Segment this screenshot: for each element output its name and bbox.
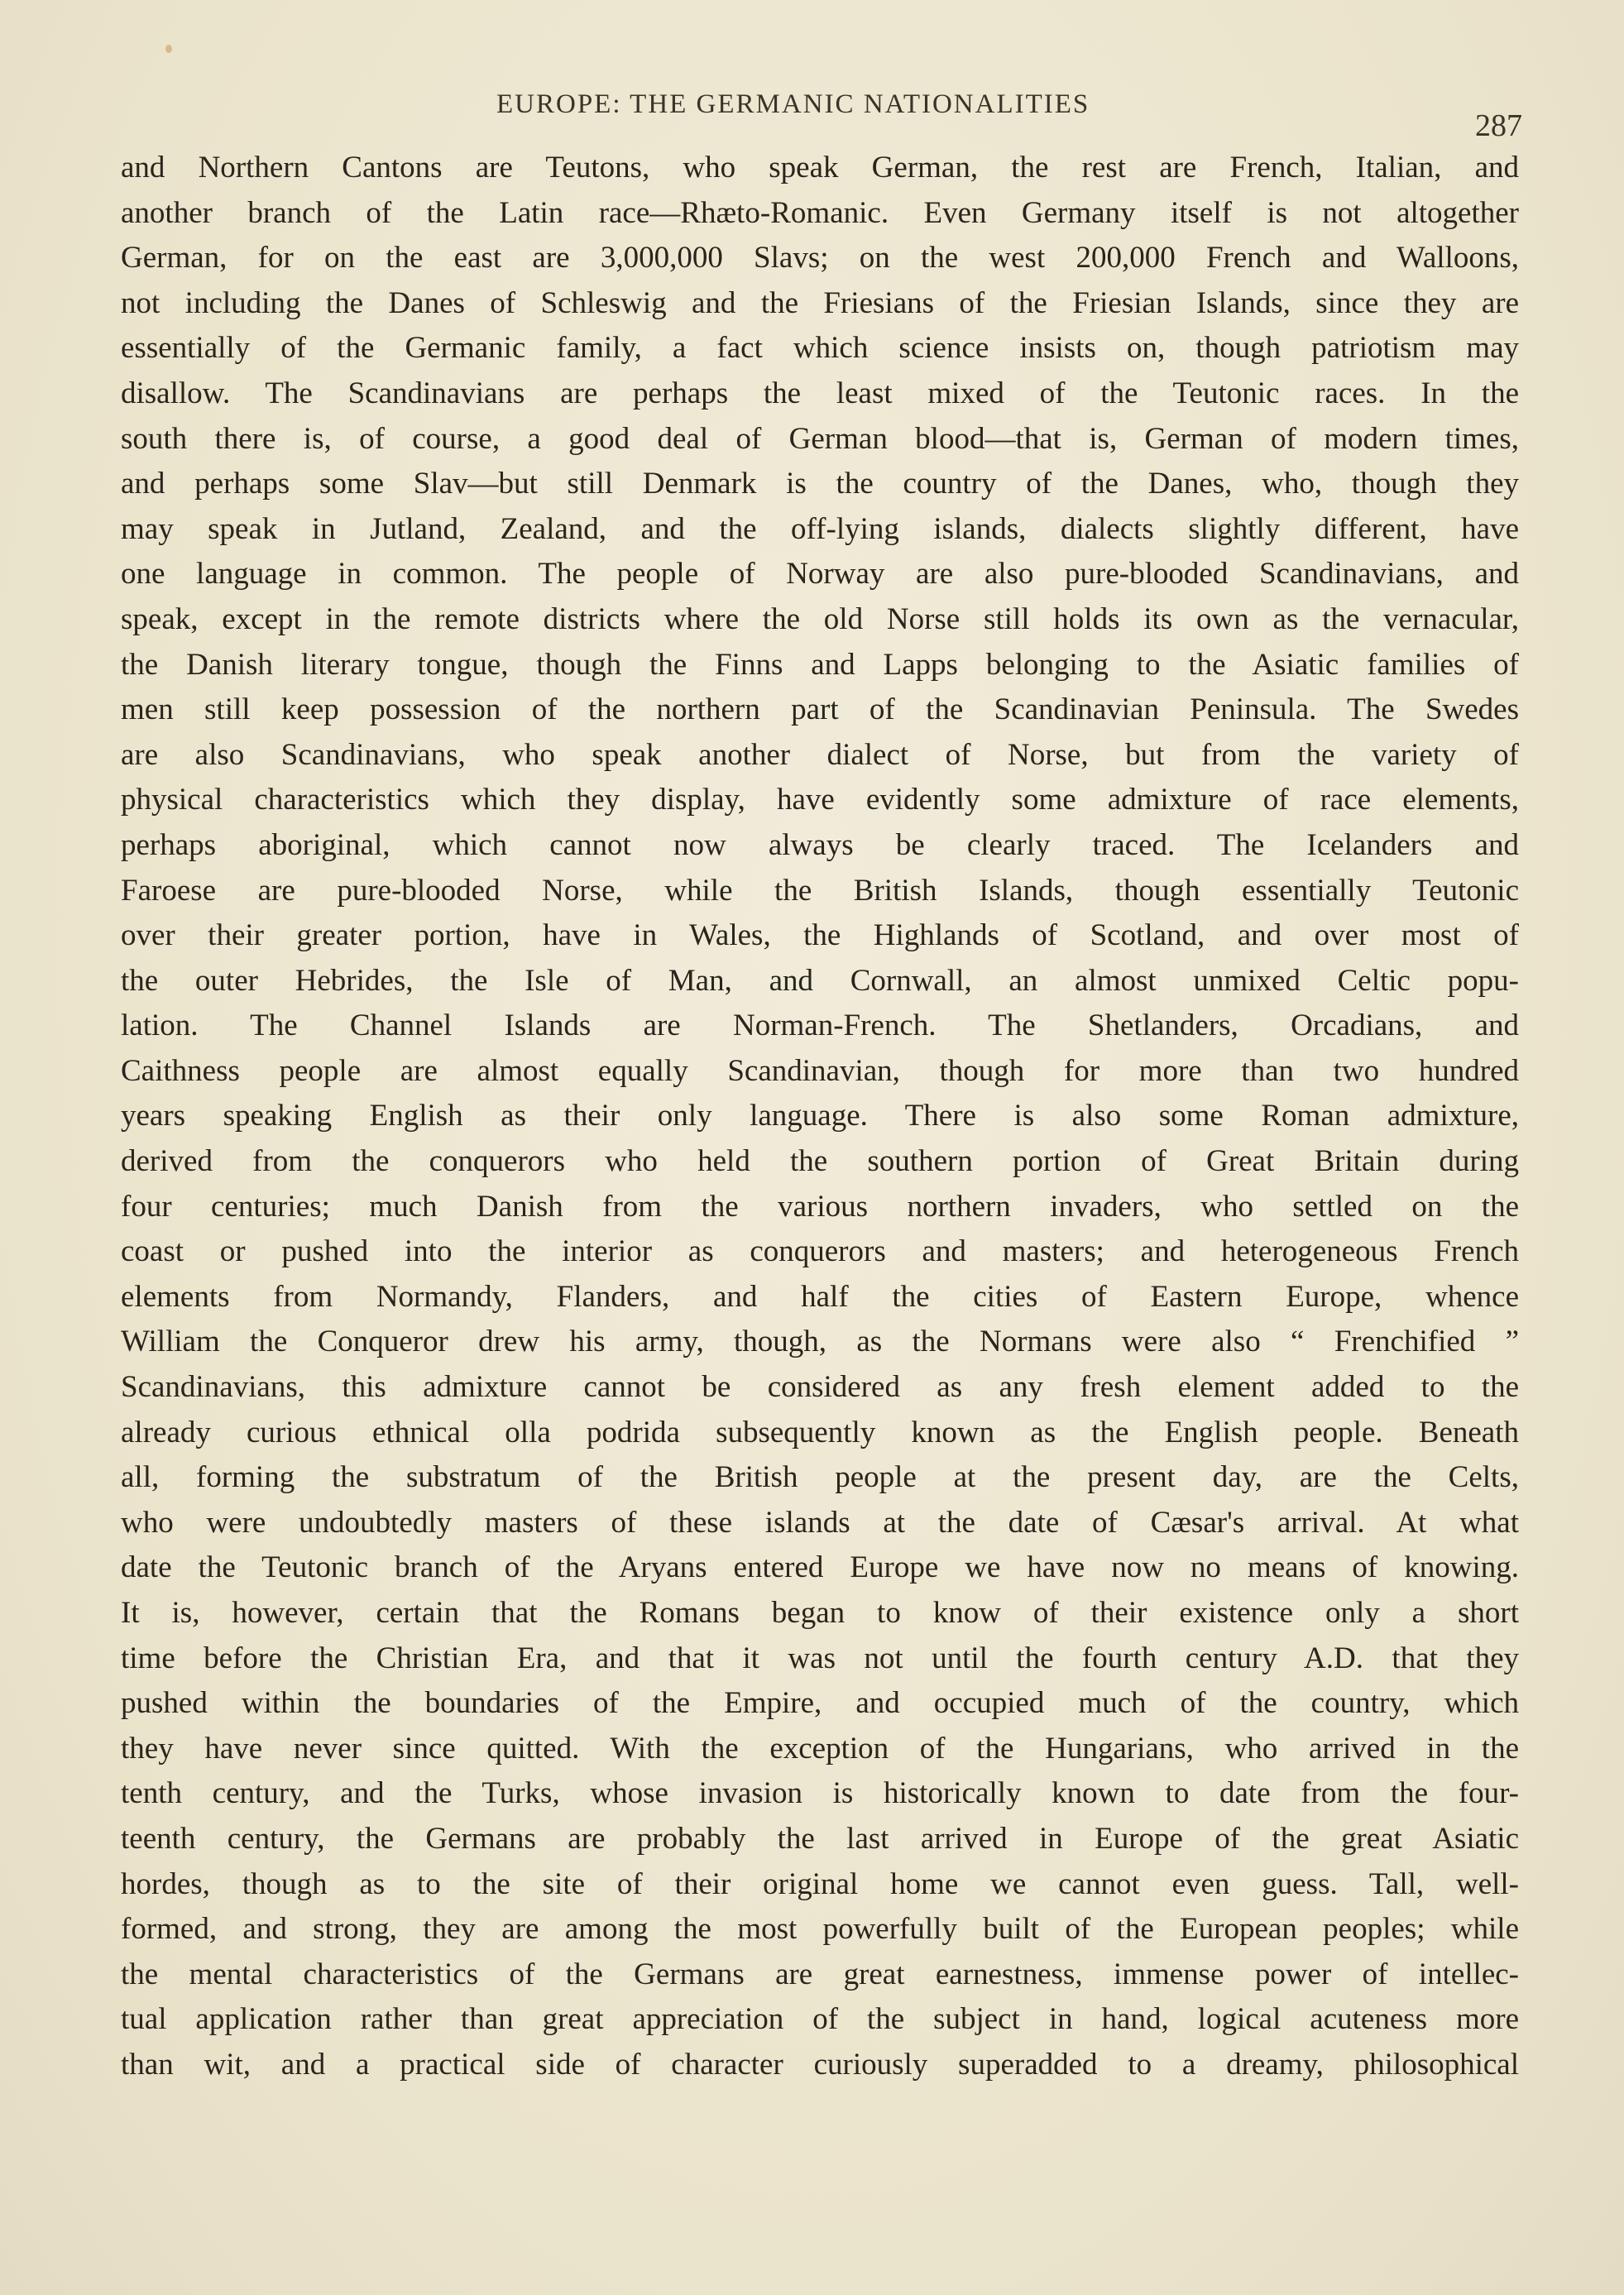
text-line: Scandinavians, this admixture cannot be considered as any fresh element added to the <box>121 1370 1519 1405</box>
text-line: another branch of the Latin race—Rhæto-Romanic. Even Germany itself is not altogether <box>121 195 1519 230</box>
text-line: all, forming the substratum of the British people at the present day, are the Celts, <box>121 1460 1519 1495</box>
text-line: speak, except in the remote districts where the old Norse still holds its own as the vernacular, <box>121 601 1519 636</box>
text-line: teenth century, the Germans are probably the last arrived in Europe of the great Asiatic <box>121 1821 1519 1856</box>
text-line: derived from the conquerors who held the southern portion of Great Britain during <box>121 1144 1519 1179</box>
text-line: elements from Normandy, Flanders, and half the cities of Eastern Europe, whence <box>121 1279 1519 1314</box>
ink-spot <box>165 45 172 53</box>
text-line: perhaps aboriginal, which cannot now always be clearly traced. The Icelanders and <box>121 827 1519 862</box>
text-line: Caithness people are almost equally Scandinavian, though for more than two hundred <box>121 1053 1519 1088</box>
text-line: pushed within the boundaries of the Empire, and occupied much of the country, which <box>121 1686 1519 1721</box>
text-line: coast or pushed into the interior as conquerors and masters; and heterogeneous French <box>121 1234 1519 1269</box>
text-line: physical characteristics which they display, have evidently some admixture of race elements, <box>121 783 1519 817</box>
text-line: Faroese are pure-blooded Norse, while the British Islands, though essentially Teutonic <box>121 873 1519 908</box>
text-line: and Northern Cantons are Teutons, who speak German, the rest are French, Italian, and <box>121 151 1519 184</box>
text-line: already curious ethnical olla podrida subsequently known as the English people. Beneath <box>121 1415 1519 1449</box>
text-line: hordes, though as to the site of their original home we cannot even guess. Tall, well- <box>121 1866 1519 1901</box>
text-line: south there is, of course, a good deal of German blood—that is, German of modern times, <box>121 421 1519 456</box>
text-line: not including the Danes of Schleswig and the Friesians of the Friesian Islands, since they are <box>121 285 1519 320</box>
text-line: over their greater portion, have in Wales, the Highlands of Scotland, and over most of <box>121 918 1519 953</box>
text-line: essentially of the Germanic family, a fact which science insists on, though patriotism may <box>121 331 1519 366</box>
text-line: the Danish literary tongue, though the Finns and Lapps belonging to the Asiatic families of <box>121 647 1519 682</box>
text-line: than wit, and a practical side of character curiously superadded to a dreamy, philosophical <box>121 2047 1519 2082</box>
text-line: may speak in Jutland, Zealand, and the off-lying islands, dialects slightly different, have <box>121 511 1519 546</box>
page-number: 287 <box>1475 108 1522 143</box>
text-line: they have never since quitted. With the exception of the Hungarians, who arrived in the <box>121 1731 1519 1766</box>
text-line: William the Conqueror drew his army, though, as the Normans were also “ Frenchified ” <box>121 1325 1519 1359</box>
body-text <box>121 146 1519 2088</box>
text-line: German, for on the east are 3,000,000 Slavs; on the west 200,000 French and Walloons, <box>121 241 1519 275</box>
text-line: disallow. The Scandinavians are perhaps the least mixed of the Teutonic races. In the <box>121 376 1519 410</box>
text-line: one language in common. The people of Norway are also pure-blooded Scandinavians, and <box>121 557 1519 592</box>
text-line: date the Teutonic branch of the Aryans entered Europe we have now no means of knowing. <box>121 1550 1519 1585</box>
text-line: the mental characteristics of the Germans are great earnestness, immense power of intellec- <box>121 1957 1519 1991</box>
text-line: and perhaps some Slav—but still Denmark is the country of the Danes, who, though they <box>121 467 1519 501</box>
running-title: EUROPE: THE GERMANIC NATIONALITIES <box>496 89 1090 119</box>
text-line: tual application rather than great appreciation of the subject in hand, logical acuteness more <box>121 2002 1519 2037</box>
text-line: the outer Hebrides, the Isle of Man, and Cornwall, an almost unmixed Celtic popu- <box>121 963 1519 998</box>
text-line: four centuries; much Danish from the various northern invaders, who settled on the <box>121 1189 1519 1224</box>
text-line: are also Scandinavians, who speak another dialect of Norse, but from the variety of <box>121 737 1519 772</box>
page-header <box>496 89 1522 143</box>
text-line: It is, however, certain that the Romans began to know of their existence only a short <box>121 1596 1519 1630</box>
text-line: time before the Christian Era, and that it was not until the fourth century A.D. that they <box>121 1641 1519 1675</box>
text-line: who were undoubtedly masters of these islands at the date of Cæsar's arrival. At what <box>121 1505 1519 1540</box>
text-line: tenth century, and the Turks, whose invasion is historically known to date from the four- <box>121 1776 1519 1811</box>
text-line: men still keep possession of the northern part of the Scandinavian Peninsula. The Swedes <box>121 692 1519 727</box>
text-line: lation. The Channel Islands are Norman-French. The Shetlanders, Orcadians, and <box>121 1009 1519 1043</box>
text-line: years speaking English as their only language. There is also some Roman admixture, <box>121 1099 1519 1133</box>
text-line: formed, and strong, they are among the most powerfully built of the European peoples; while <box>121 1912 1519 1947</box>
